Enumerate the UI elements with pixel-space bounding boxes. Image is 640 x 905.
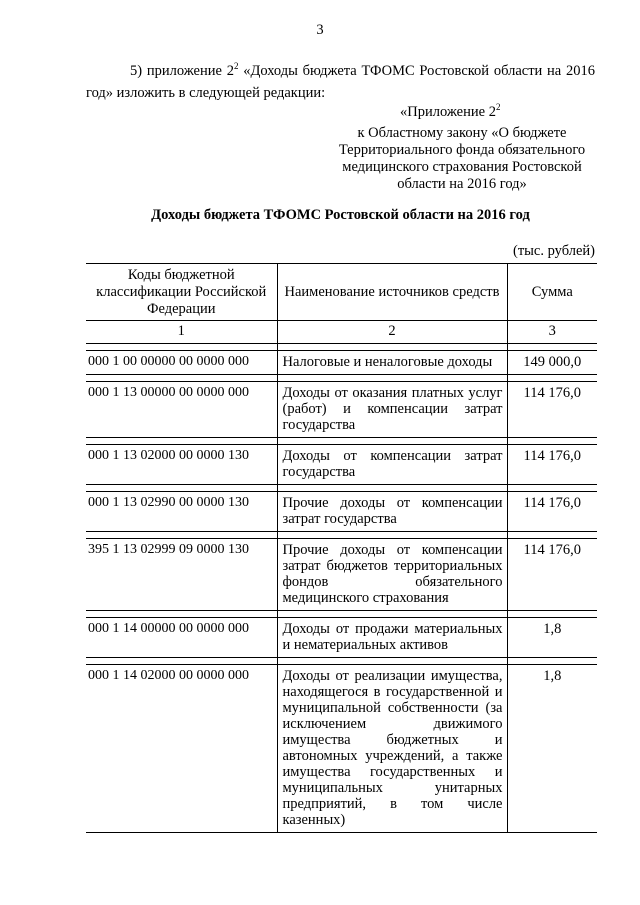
table-row — [86, 351, 597, 375]
table-row — [86, 539, 597, 611]
column-number: 2 — [277, 321, 507, 344]
row-gap — [86, 658, 597, 665]
row-code: 000 1 14 02000 00 0000 000 — [86, 665, 277, 833]
intro-rest: «Доходы бюджета ТФОМС Ростовской области на 2016 год» изложить в следующей редакции: — [86, 63, 595, 101]
row-sum: 114 176,0 — [507, 539, 597, 611]
table-header-row — [86, 264, 597, 321]
row-sum: 1,8 — [507, 665, 597, 833]
column-number: 3 — [507, 321, 597, 344]
row-code: 000 1 13 02000 00 0000 130 — [86, 445, 277, 485]
annex-label — [400, 104, 600, 121]
intro-paragraph — [86, 60, 595, 104]
table-row — [86, 665, 597, 833]
row-sum: 114 176,0 — [507, 445, 597, 485]
row-name: Доходы от продажи материальных и нематериальных активов — [277, 618, 507, 658]
row-name: Налоговые и неналоговые доходы — [277, 351, 507, 375]
annex-sup: 2 — [495, 102, 501, 112]
row-name: Прочие доходы от компенсации затрат бюджетов территориальных фондов обязательного медицинского страхования — [277, 539, 507, 611]
row-sum: 114 176,0 — [507, 382, 597, 438]
table-row — [86, 618, 597, 658]
revenue-table — [86, 263, 597, 833]
annex-reference — [326, 125, 598, 193]
row-gap — [86, 611, 597, 618]
document-title: Доходы бюджета ТФОМС Ростовской области на 2016 год — [151, 207, 530, 223]
table-number-row — [86, 321, 597, 344]
row-code: 000 1 13 02990 00 0000 130 — [86, 492, 277, 532]
row-gap — [86, 344, 597, 351]
row-code: 395 1 13 02999 09 0000 130 — [86, 539, 277, 611]
page-number: 3 — [316, 22, 324, 38]
annex-line: Территориального фонда обязательного — [338, 142, 586, 158]
row-code: 000 1 14 00000 00 0000 000 — [86, 618, 277, 658]
intro-sup: 2 — [233, 61, 239, 71]
row-gap — [86, 532, 597, 539]
column-number: 1 — [86, 321, 277, 344]
units-label: (тыс. рублей) — [513, 243, 595, 259]
annex-line: медицинского страхования Ростовской — [342, 159, 582, 175]
annex-line: к Областному закону «О бюджете — [357, 125, 567, 141]
row-sum: 1,8 — [507, 618, 597, 658]
row-code: 000 1 13 00000 00 0000 000 — [86, 382, 277, 438]
row-gap — [86, 438, 597, 445]
row-sum: 114 176,0 — [507, 492, 597, 532]
intro-item: 5) приложение 2 — [130, 63, 234, 79]
table-row — [86, 445, 597, 485]
row-name: Доходы от оказания платных услуг (работ) и компенсации затрат государства — [277, 382, 507, 438]
table-row — [86, 382, 597, 438]
row-name: Прочие доходы от компенсации затрат государства — [277, 492, 507, 532]
table-row — [86, 492, 597, 532]
header-codes: Коды бюджетной классификации Российской Федерации — [86, 264, 277, 321]
row-gap — [86, 375, 597, 382]
row-name: Доходы от компенсации затрат государства — [277, 445, 507, 485]
row-sum: 149 000,0 — [507, 351, 597, 375]
row-code: 000 1 00 00000 00 0000 000 — [86, 351, 277, 375]
annex-label-text: «Приложение 2 — [400, 104, 496, 120]
row-gap — [86, 485, 597, 492]
annex-line: области на 2016 год» — [397, 176, 527, 192]
header-name: Наименование источников средств — [277, 264, 507, 321]
row-name: Доходы от реализации имущества, находящегося в государственной и муниципальной собственности (за исключением движимого имущества бюджетных и автономных учреждений, а также имущества государственных и муниципальных унитарных предприятий, в том числе казенных) — [277, 665, 507, 833]
header-sum: Сумма — [507, 264, 597, 321]
